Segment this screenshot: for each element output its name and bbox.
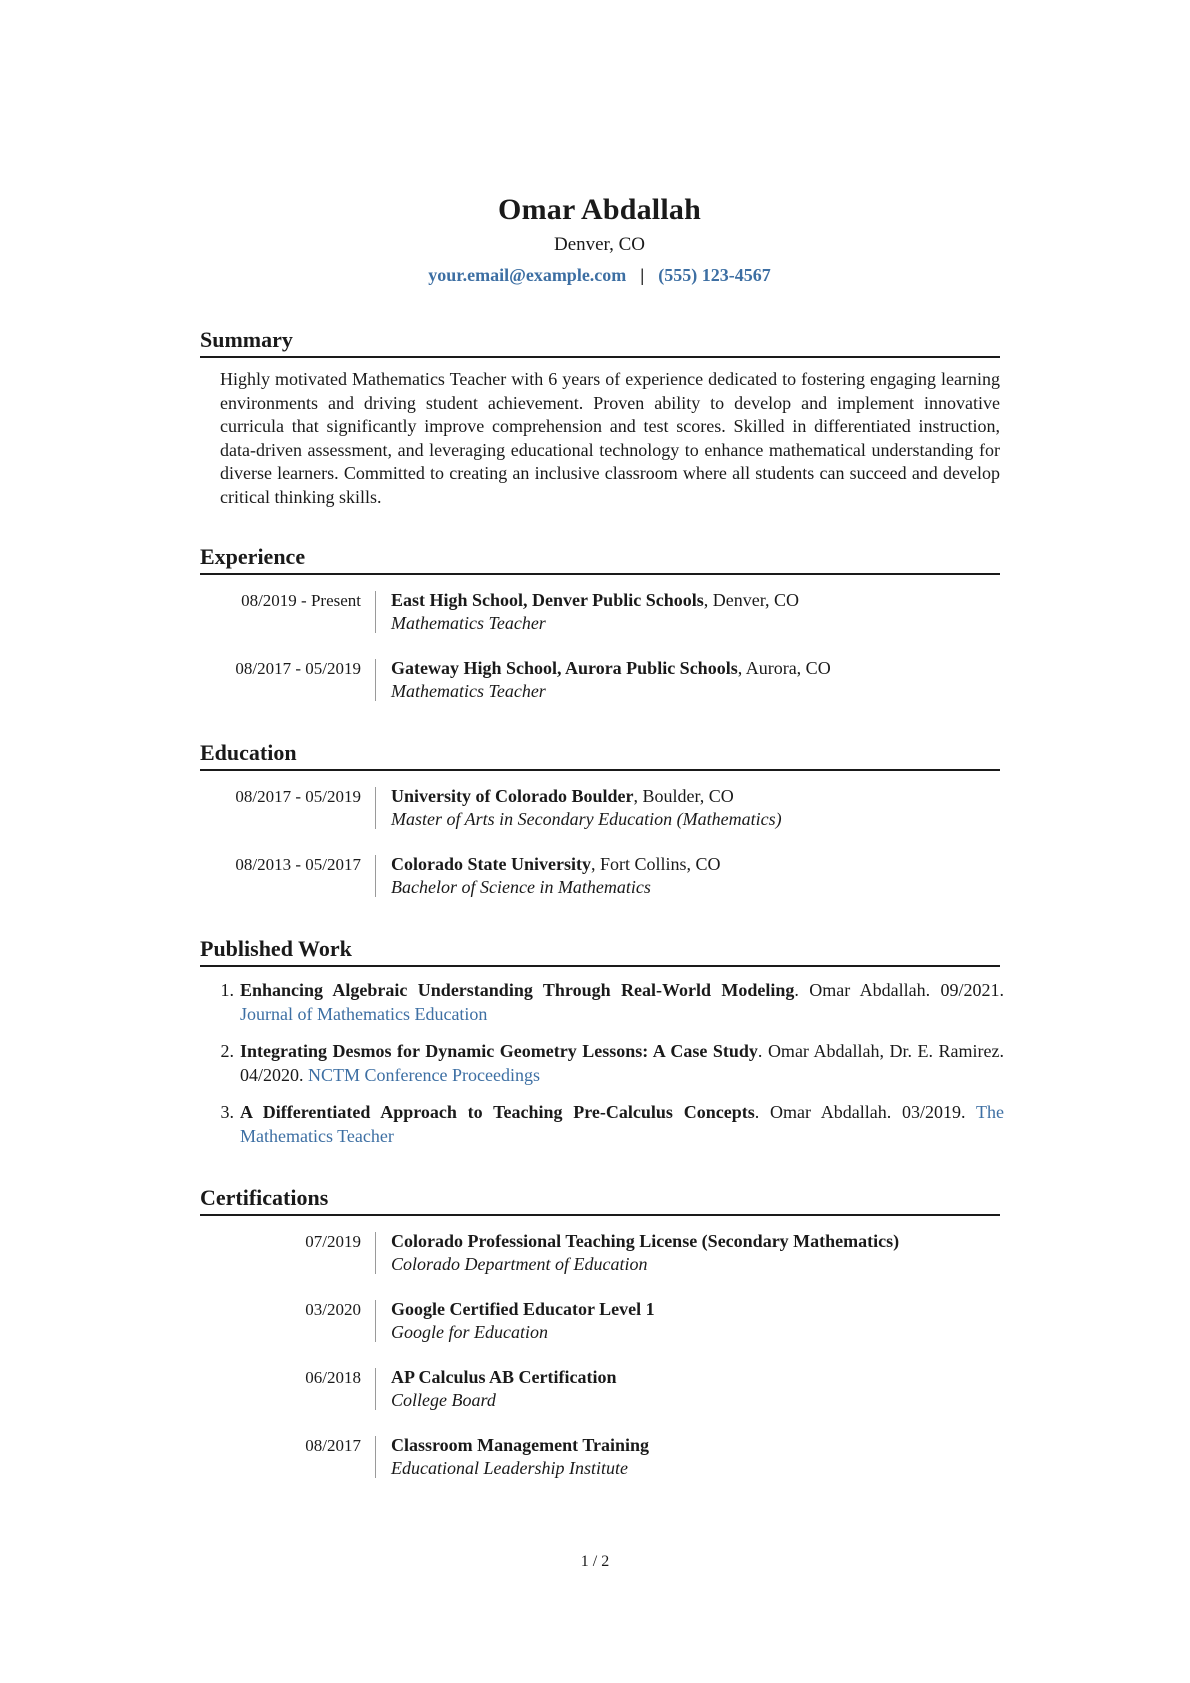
education-section: [200, 739, 1000, 899]
phone-link[interactable]: (555) 123-4567: [658, 265, 771, 285]
entry-role: Mathematics Teacher: [391, 681, 546, 701]
entry-body: [376, 785, 782, 831]
entry-role: Mathematics Teacher: [391, 613, 546, 633]
entry-date: 07/2019: [305, 1232, 361, 1251]
section-title-summary: Summary: [200, 326, 1000, 358]
publication-title: Enhancing Algebraic Understanding Through Real-World Modeling: [240, 980, 795, 1000]
entry-org: East High School, Denver Public Schools: [391, 590, 704, 610]
entry-org: University of Colorado Boulder: [391, 786, 634, 806]
entry-title: [391, 785, 782, 808]
publication-list: [200, 979, 1004, 1148]
certification-entry: [200, 1298, 1000, 1344]
entry-place: , Fort Collins, CO: [590, 854, 721, 874]
entry-place: , Boulder, CO: [633, 786, 734, 806]
entry-title: [391, 589, 799, 612]
education-entry: [200, 785, 1000, 831]
email-link[interactable]: your.email@example.com: [428, 265, 627, 285]
section-title-experience: Experience: [200, 543, 1000, 575]
certification-entry: [200, 1434, 1000, 1480]
publication-venue-link[interactable]: Journal of Mathematics Education: [240, 1003, 488, 1024]
certification-issuer: Colorado Department of Education: [391, 1254, 648, 1274]
publication-details: . Omar Abdallah, Dr. E. Ramirez. 04/2020.: [240, 1041, 1004, 1085]
publication-number: 3.: [220, 1102, 234, 1122]
entry-title: [391, 1366, 617, 1389]
education-entry: [200, 853, 1000, 899]
certification-issuer: Google for Education: [391, 1322, 548, 1342]
publication-text: [240, 1040, 1004, 1087]
publication-venue-link[interactable]: NCTM Conference Proceedings: [308, 1064, 540, 1085]
experience-entry: [200, 657, 1000, 703]
published-section: [200, 935, 1004, 1148]
entry-body: [376, 1230, 899, 1276]
publication-item: [200, 1101, 1004, 1148]
publication-title: Integrating Desmos for Dynamic Geometry Lessons: A Case Study: [240, 1041, 758, 1061]
contact-separator: |: [640, 265, 645, 285]
entry-org: Gateway High School, Aurora Public Schools: [391, 658, 738, 678]
candidate-name: Omar Abdallah: [498, 193, 701, 226]
certification-entry: [200, 1230, 1000, 1276]
entry-degree: Bachelor of Science in Mathematics: [391, 877, 651, 897]
certification-issuer: Educational Leadership Institute: [391, 1458, 628, 1478]
contact-line: [199, 262, 1000, 288]
certification-name: Colorado Professional Teaching License (Secondary Mathematics): [391, 1231, 900, 1251]
publication-title: A Differentiated Approach to Teaching Pre-Calculus Concepts: [240, 1102, 755, 1122]
entry-place: , Denver, CO: [703, 590, 799, 610]
experience-section: [200, 543, 1000, 703]
entry-body: [376, 657, 831, 703]
entry-title: [391, 1434, 649, 1457]
publication-item: [200, 979, 1004, 1026]
certifications-section: [200, 1184, 1000, 1480]
entry-body: [376, 853, 721, 899]
certification-issuer: College Board: [391, 1390, 496, 1410]
entry-body: [376, 1366, 617, 1412]
summary-section: [200, 326, 1000, 509]
publication-text: [240, 1101, 1004, 1148]
experience-entry: [200, 589, 1000, 635]
section-title-certifications: Certifications: [200, 1184, 1000, 1216]
entry-date: 08/2019 - Present: [241, 591, 361, 610]
entry-date: 03/2020: [305, 1300, 361, 1319]
entry-date: 08/2017 - 05/2019: [235, 659, 361, 678]
publication-details: . Omar Abdallah. 09/2021.: [794, 980, 1004, 1000]
certification-name: AP Calculus AB Certification: [391, 1367, 617, 1387]
certification-entry: [200, 1366, 1000, 1412]
publication-text: [240, 979, 1004, 1026]
resume-header: [199, 190, 1000, 288]
entry-title: [391, 1298, 655, 1321]
entry-date: 06/2018: [305, 1368, 361, 1387]
entry-title: [391, 853, 721, 876]
certification-name: Google Certified Educator Level 1: [391, 1299, 655, 1319]
publication-item: [200, 1040, 1004, 1087]
entry-date: 08/2013 - 05/2017: [235, 855, 361, 874]
entry-org: Colorado State University: [391, 854, 591, 874]
section-title-education: Education: [200, 739, 1000, 771]
entry-date: 08/2017: [305, 1436, 361, 1455]
summary-text: Highly motivated Mathematics Teacher with 6 years of experience dedicated to fostering engaging learning environments and driving student achievement. Proven ability to develop and implement innovative curricula that significantly improve comprehension and test scores. Skilled in differentiated instruction, data-driven assessment, and leveraging educational technology to enhance mathematical understanding for diverse learners. Committed to creating an inclusive classroom where all students can succeed and develop critical thinking skills.: [220, 369, 1000, 507]
publication-venue-link[interactable]: The Mathematics Teacher: [240, 1102, 1004, 1146]
publication-number: 2.: [220, 1041, 234, 1061]
entry-body: [376, 589, 799, 635]
entry-body: [376, 1298, 655, 1344]
entry-date: 08/2017 - 05/2019: [235, 787, 361, 806]
resume-page: [200, 190, 1004, 1480]
publication-details: . Omar Abdallah. 03/2019.: [754, 1102, 977, 1122]
entry-title: [391, 657, 831, 680]
entry-degree: Master of Arts in Secondary Education (Mathematics): [391, 809, 782, 829]
entry-title: [391, 1230, 899, 1253]
entry-place: , Aurora, CO: [737, 658, 831, 678]
entry-body: [376, 1434, 649, 1480]
section-title-published: Published Work: [200, 935, 1000, 967]
candidate-location: Denver, CO: [553, 234, 646, 255]
page-number: 1 / 2: [580, 1553, 610, 1570]
publication-number: 1.: [220, 980, 234, 1000]
certification-name: Classroom Management Training: [391, 1435, 650, 1455]
